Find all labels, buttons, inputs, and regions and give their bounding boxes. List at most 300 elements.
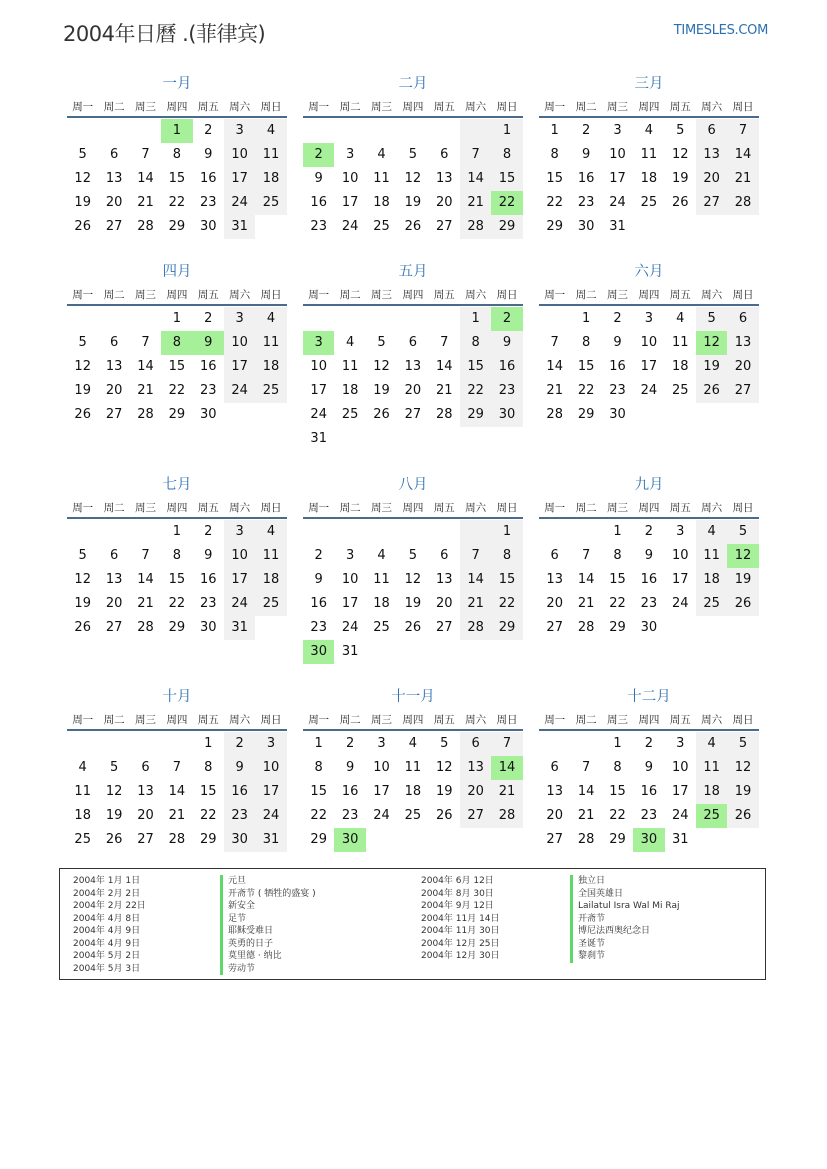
day-cell: 28 <box>137 407 154 422</box>
day-cell: 22 <box>460 379 491 403</box>
weekday-label: 周四 <box>638 100 660 113</box>
day-cell: 11 <box>696 544 727 568</box>
day-cell: 17 <box>255 780 286 804</box>
weekday-label: 周一 <box>544 501 566 514</box>
day-cell: 22 <box>168 596 186 611</box>
weekday-label: 周三 <box>134 501 156 514</box>
day-cell: 8 <box>550 147 559 162</box>
weekday-label: 周四 <box>402 713 424 726</box>
day-cell: 27 <box>460 804 491 828</box>
day-cell: 29 <box>168 407 186 422</box>
month-block <box>303 685 523 852</box>
empty-cell <box>429 119 460 143</box>
day-cell: 3 <box>345 147 355 162</box>
day-cell: 27 <box>546 620 563 635</box>
day-cell: 8 <box>613 548 622 563</box>
day-cell: 7 <box>581 760 591 775</box>
day-cell: 26 <box>727 804 758 828</box>
day-cell: 16 <box>199 572 217 587</box>
holiday-date: 2004年 5月 2日 <box>73 951 141 961</box>
day-cell: 2 <box>224 732 255 756</box>
month-block <box>303 72 523 239</box>
weekday-label: 周二 <box>575 100 597 113</box>
day-grid <box>67 119 287 239</box>
day-cell: 25 <box>373 219 390 234</box>
day-cell: 24 <box>341 620 359 635</box>
day-cell: 17 <box>373 784 390 799</box>
day-cell: 29 <box>460 403 491 427</box>
day-cell: 12 <box>74 359 91 374</box>
day-cell: 19 <box>696 355 727 379</box>
weekday-label: 周六 <box>701 100 723 113</box>
day-cell: 24 <box>255 804 286 828</box>
holiday-date: 2004年 2月 22日 <box>73 901 146 911</box>
day-cell: 8 <box>460 331 491 355</box>
day-cell: 2 <box>644 524 653 539</box>
day-cell: 9 <box>644 548 653 563</box>
day-cell: 13 <box>105 359 123 374</box>
day-cell: 25 <box>373 620 390 635</box>
day-cell: 3 <box>224 520 255 544</box>
day-cell: 2 <box>581 123 591 138</box>
day-cell: 24 <box>609 195 626 210</box>
holiday-name: Lailatul Isra Wal Mi Raj <box>570 900 679 913</box>
weekday-header <box>539 709 759 731</box>
holiday-day-cell: 2 <box>491 307 522 331</box>
day-cell: 18 <box>404 784 422 799</box>
day-cell: 12 <box>435 760 453 775</box>
empty-cell <box>98 307 129 331</box>
weekday-label: 周日 <box>496 100 518 113</box>
weekday-label: 周一 <box>308 288 330 301</box>
holiday-date: 2004年 2月 2日 <box>73 888 141 899</box>
day-cell: 5 <box>78 147 87 162</box>
day-cell: 30 <box>224 828 255 852</box>
day-cell: 15 <box>609 572 626 587</box>
site-link[interactable]: TIMESLES.COM <box>673 23 768 38</box>
day-cell: 18 <box>341 383 359 398</box>
weekday-header <box>539 497 759 519</box>
day-cell: 10 <box>341 572 359 587</box>
empty-cell <box>429 520 460 544</box>
day-cell: 4 <box>255 119 286 143</box>
day-cell: 13 <box>727 331 758 355</box>
day-cell: 14 <box>546 359 563 374</box>
day-cell: 26 <box>105 832 123 847</box>
empty-cell <box>98 119 129 143</box>
day-cell: 9 <box>581 147 591 162</box>
day-cell: 20 <box>546 808 563 823</box>
day-cell: 25 <box>74 832 91 847</box>
day-cell: 31 <box>255 828 286 852</box>
day-cell: 2 <box>644 736 653 751</box>
weekday-label: 周三 <box>606 501 628 514</box>
day-cell: 12 <box>373 359 390 374</box>
month-block <box>539 260 759 427</box>
day-cell: 20 <box>105 195 123 210</box>
day-cell: 30 <box>609 407 626 422</box>
day-cell: 6 <box>440 147 449 162</box>
day-cell: 1 <box>613 524 622 539</box>
day-cell: 14 <box>168 784 186 799</box>
day-cell: 15 <box>491 568 522 592</box>
day-cell: 13 <box>546 784 563 799</box>
day-cell: 29 <box>609 620 626 635</box>
day-cell: 6 <box>550 548 559 563</box>
day-cell: 12 <box>404 572 422 587</box>
weekday-label: 周六 <box>465 100 487 113</box>
day-cell: 14 <box>577 572 595 587</box>
day-cell: 26 <box>74 407 91 422</box>
weekday-label: 周日 <box>260 501 282 514</box>
day-cell: 17 <box>224 167 255 191</box>
holiday-name: 莫里德 · 纳比 <box>220 950 316 963</box>
day-cell: 29 <box>168 219 186 234</box>
weekday-header <box>303 709 523 731</box>
day-cell: 26 <box>404 620 422 635</box>
day-cell: 28 <box>168 832 186 847</box>
day-cell: 24 <box>671 596 689 611</box>
weekday-label: 周六 <box>229 100 251 113</box>
page-title: 2004年日曆 .(菲律宾) <box>63 22 266 46</box>
holiday-day-cell: 30 <box>334 828 365 852</box>
day-cell: 2 <box>204 123 213 138</box>
holiday-date: 2004年 8月 30日 <box>421 888 494 899</box>
day-cell: 28 <box>491 804 522 828</box>
weekday-label: 周日 <box>732 501 754 514</box>
day-cell: 6 <box>727 307 758 331</box>
day-cell: 3 <box>224 119 255 143</box>
day-cell: 11 <box>341 359 359 374</box>
weekday-label: 周三 <box>370 288 392 301</box>
weekday-label: 周四 <box>402 288 424 301</box>
day-cell: 10 <box>640 335 658 350</box>
day-cell: 15 <box>577 359 595 374</box>
day-cell: 30 <box>199 407 217 422</box>
day-cell: 18 <box>373 596 390 611</box>
day-cell: 4 <box>345 335 355 350</box>
day-cell: 17 <box>224 355 255 379</box>
day-cell: 26 <box>696 379 727 403</box>
day-cell: 23 <box>224 804 255 828</box>
weekday-label: 周日 <box>260 100 282 113</box>
day-cell: 8 <box>172 548 181 563</box>
weekday-label: 周三 <box>370 100 392 113</box>
empty-cell <box>366 520 397 544</box>
day-cell: 1 <box>581 311 591 326</box>
day-cell: 19 <box>74 383 91 398</box>
holiday-date: 2004年 6月 12日 <box>421 876 494 886</box>
day-cell: 13 <box>137 784 154 799</box>
day-cell: 29 <box>546 219 563 234</box>
weekday-label: 周二 <box>575 501 597 514</box>
holiday-list <box>59 868 766 980</box>
weekday-label: 周二 <box>103 713 125 726</box>
day-cell: 26 <box>74 219 91 234</box>
day-cell: 3 <box>224 307 255 331</box>
day-cell: 7 <box>172 760 181 775</box>
day-cell: 14 <box>577 784 595 799</box>
day-cell: 6 <box>109 147 119 162</box>
day-cell: 15 <box>609 784 626 799</box>
day-cell: 29 <box>199 832 217 847</box>
weekday-label: 周日 <box>260 713 282 726</box>
day-cell: 17 <box>310 383 327 398</box>
day-cell: 5 <box>696 307 727 331</box>
day-cell: 12 <box>105 784 123 799</box>
day-cell: 5 <box>78 335 87 350</box>
weekday-label: 周六 <box>465 713 487 726</box>
weekday-label: 周三 <box>134 100 156 113</box>
weekday-label: 周五 <box>433 100 455 113</box>
day-grid <box>303 520 523 664</box>
day-cell: 25 <box>341 407 359 422</box>
weekday-label: 周五 <box>197 288 219 301</box>
day-cell: 18 <box>255 568 286 592</box>
weekday-label: 周四 <box>402 100 424 113</box>
holiday-day-cell: 22 <box>491 191 522 215</box>
weekday-label: 周一 <box>308 100 330 113</box>
month-block <box>539 685 759 852</box>
day-cell: 9 <box>314 171 323 186</box>
day-cell: 7 <box>581 548 591 563</box>
weekday-label: 周六 <box>229 713 251 726</box>
day-cell: 30 <box>199 620 217 635</box>
day-cell: 15 <box>168 359 186 374</box>
holiday-day-cell: 12 <box>696 331 727 355</box>
day-cell: 3 <box>377 736 386 751</box>
weekday-label: 周二 <box>339 100 361 113</box>
weekday-label: 周二 <box>575 288 597 301</box>
month-name: 十月 <box>162 689 192 705</box>
day-cell: 28 <box>546 407 563 422</box>
weekday-label: 周二 <box>103 100 125 113</box>
day-cell: 24 <box>671 808 689 823</box>
day-cell: 23 <box>199 596 217 611</box>
day-cell: 28 <box>137 620 154 635</box>
day-cell: 3 <box>676 736 685 751</box>
weekday-header <box>539 284 759 306</box>
day-cell: 4 <box>78 760 87 775</box>
day-cell: 19 <box>74 596 91 611</box>
day-cell: 16 <box>577 171 595 186</box>
month-block <box>67 685 287 852</box>
empty-cell <box>98 520 129 544</box>
day-cell: 21 <box>168 808 186 823</box>
day-cell: 13 <box>404 359 422 374</box>
day-cell: 31 <box>224 616 255 640</box>
day-cell: 14 <box>137 572 154 587</box>
day-cell: 16 <box>491 355 522 379</box>
day-cell: 23 <box>310 620 327 635</box>
day-cell: 2 <box>314 548 323 563</box>
day-cell: 31 <box>341 644 359 659</box>
day-cell: 13 <box>460 756 491 780</box>
day-cell: 14 <box>137 359 154 374</box>
day-cell: 10 <box>224 143 255 167</box>
day-cell: 5 <box>440 736 449 751</box>
weekday-label: 周一 <box>72 100 94 113</box>
day-cell: 15 <box>310 784 327 799</box>
day-cell: 18 <box>671 359 689 374</box>
holiday-day-cell: 2 <box>303 143 334 167</box>
holiday-name: 开斋节 ( 牺牲的盛宴 ) <box>220 888 316 901</box>
day-cell: 4 <box>696 520 727 544</box>
day-cell: 1 <box>172 311 181 326</box>
day-cell: 23 <box>199 195 217 210</box>
empty-cell <box>539 732 570 756</box>
day-grid <box>539 119 759 239</box>
day-cell: 8 <box>613 760 622 775</box>
weekday-label: 周一 <box>72 288 94 301</box>
weekday-label: 周一 <box>544 100 566 113</box>
day-cell: 17 <box>671 784 689 799</box>
month-name: 四月 <box>162 264 192 280</box>
day-cell: 18 <box>255 355 286 379</box>
day-cell: 8 <box>491 143 522 167</box>
day-cell: 14 <box>137 171 154 186</box>
weekday-label: 周二 <box>339 713 361 726</box>
day-cell: 9 <box>613 335 622 350</box>
day-cell: 10 <box>671 760 689 775</box>
weekday-label: 周五 <box>433 713 455 726</box>
day-cell: 1 <box>550 123 559 138</box>
holiday-name: 开斋节 <box>570 913 679 926</box>
month-name: 五月 <box>398 264 428 280</box>
weekday-label: 周三 <box>370 713 392 726</box>
day-cell: 1 <box>613 736 622 751</box>
day-cell: 13 <box>435 572 453 587</box>
month-block <box>303 473 523 664</box>
day-cell: 7 <box>141 548 150 563</box>
day-cell: 10 <box>310 359 327 374</box>
day-cell: 13 <box>696 143 727 167</box>
day-grid <box>303 119 523 239</box>
holiday-name: 博尼法西奥纪念日 <box>570 925 679 938</box>
day-cell: 16 <box>199 359 217 374</box>
day-cell: 23 <box>577 195 595 210</box>
weekday-label: 周日 <box>732 288 754 301</box>
day-cell: 1 <box>491 520 522 544</box>
weekday-label: 周一 <box>308 501 330 514</box>
holiday-date: 2004年 4月 9日 <box>73 938 141 949</box>
holiday-dates-left <box>73 875 146 975</box>
empty-cell <box>334 307 365 331</box>
empty-cell <box>67 520 98 544</box>
day-cell: 9 <box>345 760 355 775</box>
day-cell: 18 <box>696 568 727 592</box>
holiday-day-cell: 12 <box>727 544 758 568</box>
day-cell: 30 <box>577 219 595 234</box>
day-cell: 16 <box>640 784 658 799</box>
day-cell: 16 <box>341 784 359 799</box>
day-cell: 14 <box>460 167 491 191</box>
day-cell: 8 <box>314 760 323 775</box>
day-cell: 27 <box>404 407 422 422</box>
day-cell: 7 <box>460 544 491 568</box>
weekday-label: 周日 <box>732 713 754 726</box>
day-cell: 11 <box>696 756 727 780</box>
holiday-name: 足节 <box>220 913 316 926</box>
month-name: 九月 <box>634 477 664 493</box>
month-name: 三月 <box>634 76 664 92</box>
day-cell: 25 <box>671 383 689 398</box>
month-name: 十一月 <box>391 689 435 705</box>
day-cell: 5 <box>408 548 417 563</box>
weekday-label: 周日 <box>496 713 518 726</box>
weekday-label: 周二 <box>339 501 361 514</box>
day-cell: 11 <box>404 760 422 775</box>
day-cell: 20 <box>105 596 123 611</box>
weekday-label: 周六 <box>229 288 251 301</box>
day-cell: 26 <box>373 407 390 422</box>
day-cell: 31 <box>224 215 255 239</box>
empty-cell <box>460 520 491 544</box>
day-cell: 17 <box>341 195 359 210</box>
weekday-label: 周六 <box>229 501 251 514</box>
holiday-dates-right <box>421 875 500 963</box>
weekday-label: 周三 <box>134 713 156 726</box>
weekday-label: 周五 <box>197 501 219 514</box>
day-cell: 15 <box>460 355 491 379</box>
day-cell: 21 <box>460 191 491 215</box>
day-cell: 27 <box>435 219 453 234</box>
empty-cell <box>130 732 161 756</box>
day-cell: 18 <box>74 808 91 823</box>
day-cell: 19 <box>727 568 758 592</box>
day-grid <box>539 307 759 427</box>
empty-cell <box>334 520 365 544</box>
holiday-day-cell: 30 <box>303 640 334 664</box>
day-cell: 31 <box>609 219 626 234</box>
day-cell: 16 <box>640 572 658 587</box>
empty-cell <box>303 307 334 331</box>
month-name: 六月 <box>634 264 664 280</box>
day-cell: 3 <box>676 524 685 539</box>
day-cell: 23 <box>310 219 327 234</box>
holiday-names-left <box>220 875 316 975</box>
day-cell: 20 <box>460 780 491 804</box>
day-cell: 2 <box>345 736 355 751</box>
empty-cell <box>539 520 570 544</box>
weekday-label: 周二 <box>339 288 361 301</box>
day-cell: 28 <box>460 616 491 640</box>
weekday-label: 周五 <box>669 713 691 726</box>
day-cell: 28 <box>460 215 491 239</box>
day-cell: 13 <box>105 572 123 587</box>
day-cell: 2 <box>204 524 213 539</box>
month-block <box>67 260 287 427</box>
empty-cell <box>429 307 460 331</box>
day-cell: 6 <box>460 732 491 756</box>
holiday-day-cell: 9 <box>193 331 224 355</box>
weekday-label: 周五 <box>197 713 219 726</box>
day-cell: 6 <box>109 335 119 350</box>
day-cell: 17 <box>671 572 689 587</box>
day-cell: 24 <box>224 191 255 215</box>
weekday-label: 周二 <box>575 713 597 726</box>
day-cell: 16 <box>609 359 626 374</box>
day-cell: 6 <box>550 760 559 775</box>
day-cell: 19 <box>404 596 422 611</box>
day-grid <box>67 732 287 852</box>
day-cell: 9 <box>204 147 213 162</box>
weekday-label: 周四 <box>638 501 660 514</box>
day-cell: 16 <box>310 195 327 210</box>
weekday-label: 周六 <box>701 713 723 726</box>
day-cell: 20 <box>696 167 727 191</box>
day-cell: 31 <box>671 832 689 847</box>
